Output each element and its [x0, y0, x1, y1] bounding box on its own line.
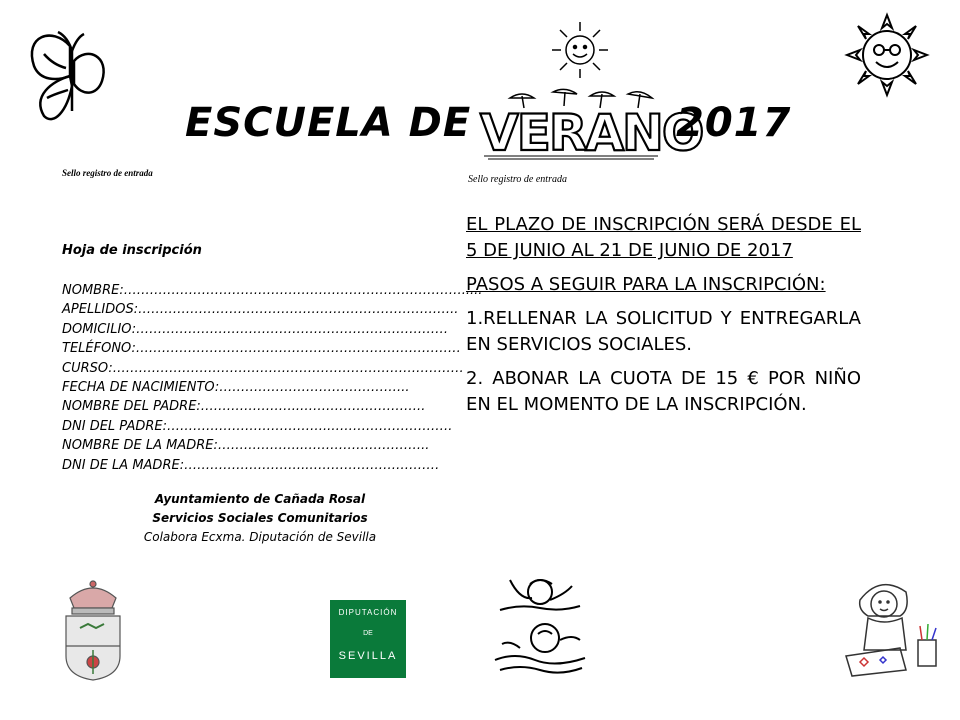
diputacion-logo	[330, 600, 406, 678]
paso-2: 2. ABONAR LA CUOTA DE 15 € POR NIÑO EN EL MOMENTO DE LA INSCRIPCIÓN.	[466, 368, 861, 415]
org-servicios-sociales: Servicios Sociales Comunitarios	[152, 511, 368, 525]
svg-text:VERANO: VERANO	[480, 104, 703, 162]
form-title: Hoja de inscripción	[62, 243, 202, 258]
field-apellidos[interactable]: APELLIDOS:………………………………………………………………..	[62, 302, 459, 318]
org-colabora: Colabora Ecxma. Diputación de Sevilla	[143, 530, 377, 544]
org-ayuntamiento: Ayuntamiento de Cañada Rosal	[154, 492, 366, 506]
butterfly-icon	[22, 26, 122, 126]
child-drawing-icon	[840, 570, 945, 685]
field-telefono[interactable]: TELÉFONO:…………………………………………………………………	[62, 341, 461, 357]
field-dni-padre[interactable]: DNI DEL PADRE:………………………………..……………………….	[62, 418, 453, 434]
field-curso[interactable]: CURSO:………………………………………………………………………	[62, 360, 464, 376]
paso-1: 1.RELLENAR LA SOLICITUD Y ENTREGARLA EN SERVICIOS SOCIALES.	[466, 308, 861, 355]
field-nombre-padre[interactable]: NOMBRE DEL PADRE:…………………..………………………..	[62, 399, 426, 415]
field-nombre[interactable]: NOMBRE:…………………………………………………………………….....	[62, 283, 483, 298]
plazo-text: EL PLAZO DE INSCRIPCIÓN SERÁ DESDE EL 5 DE JUNIO AL 21 DE JUNIO DE 2017	[466, 214, 861, 261]
title-year: 2017	[676, 100, 792, 146]
field-domicilio[interactable]: DOMICILIO:………………………………………………………………	[62, 321, 449, 337]
swimming-kids-icon	[490, 570, 590, 680]
form-fields	[62, 281, 483, 475]
verano-lettering-icon	[478, 92, 703, 162]
instructions-block	[466, 212, 861, 426]
title-verano	[478, 92, 703, 162]
field-dni-madre[interactable]: DNI DE LA MADRE:………………………..…………………………	[62, 457, 440, 473]
pasos-title: PASOS A SEGUIR PARA LA INSCRIPCIÓN:	[466, 274, 826, 295]
field-nombre-madre[interactable]: NOMBRE DE LA MADRE:………………..………………………..	[62, 438, 430, 454]
field-fecha-nacimiento[interactable]: FECHA DE NACIMIENTO:……………………………………..	[62, 379, 410, 395]
stamp-label-right: Sello registro de entrada	[468, 174, 567, 185]
organization-block	[110, 490, 410, 547]
diputacion-logo-top: DIPUTACIÓN	[338, 608, 398, 617]
sun-icon	[540, 18, 620, 90]
diputacion-logo-de: DE	[363, 630, 373, 637]
sun-face-icon	[842, 10, 932, 100]
coat-of-arms-icon	[60, 576, 126, 682]
stamp-label-left: Sello registro de entrada	[62, 168, 153, 178]
diputacion-logo-sevilla: SEVILLA	[338, 650, 398, 662]
title-escuela-de: ESCUELA DE	[185, 100, 472, 146]
